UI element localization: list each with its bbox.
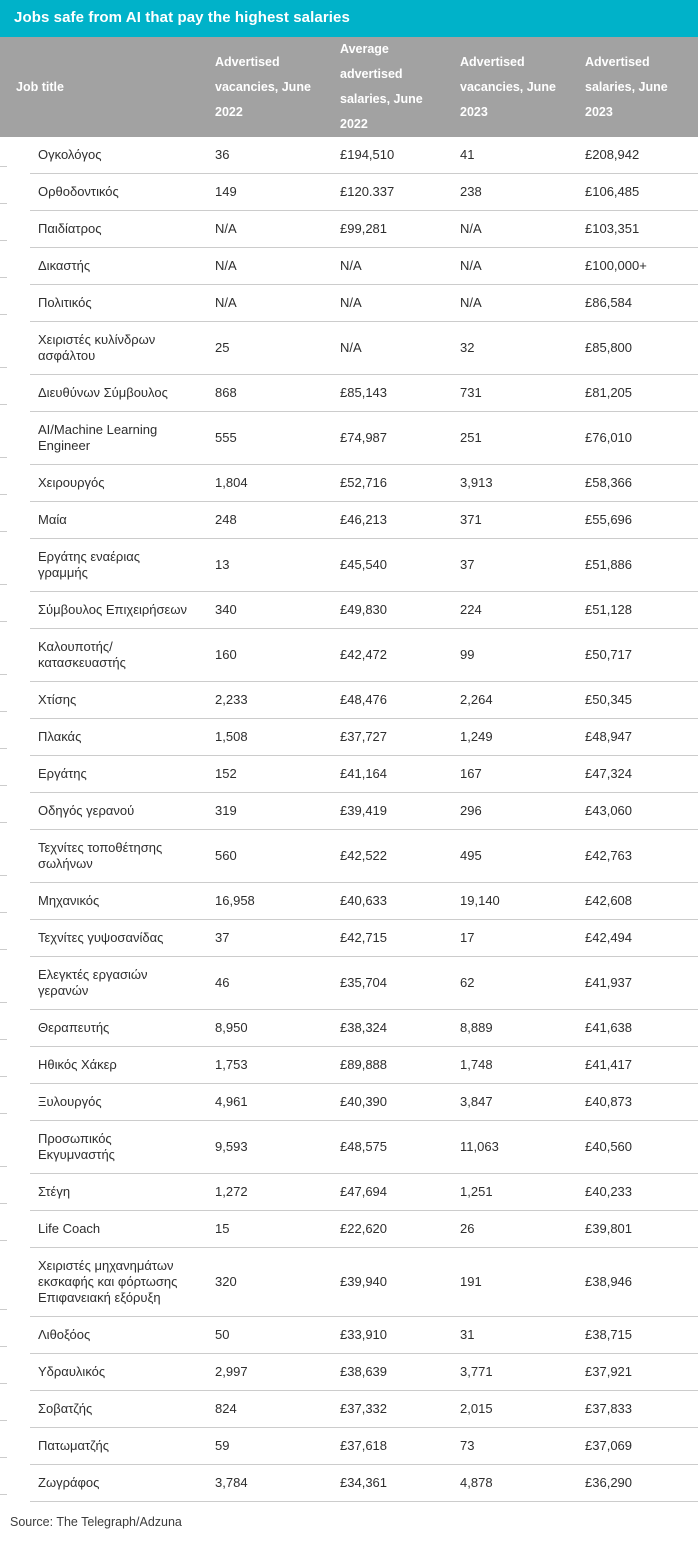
row-gutter	[0, 375, 30, 412]
vacancies-2022-cell: N/A	[200, 285, 325, 322]
job-title-cell: Ξυλουργός	[30, 1084, 200, 1121]
vacancies-2023-cell: 191	[445, 1248, 570, 1317]
table-row	[0, 957, 698, 1010]
salary-2023-cell: £36,290	[570, 1465, 698, 1502]
vacancies-2022-cell: 555	[200, 412, 325, 465]
table-body	[0, 137, 698, 1502]
vacancies-2022-cell: 8,950	[200, 1010, 325, 1047]
row-gutter	[0, 502, 30, 539]
salary-2023-cell: £48,947	[570, 719, 698, 756]
vacancies-2023-cell: 1,249	[445, 719, 570, 756]
job-title-cell: Δικαστής	[30, 248, 200, 285]
salary-2022-cell: £42,522	[325, 830, 445, 883]
table-row	[0, 375, 698, 412]
jobs-table	[0, 37, 698, 1502]
table-row	[0, 322, 698, 375]
salary-2022-cell: £35,704	[325, 957, 445, 1010]
job-title-cell: Πλακάς	[30, 719, 200, 756]
vacancies-2023-cell: 26	[445, 1211, 570, 1248]
salary-2023-cell: £40,560	[570, 1121, 698, 1174]
vacancies-2022-cell: 152	[200, 756, 325, 793]
vacancies-2022-cell: N/A	[200, 211, 325, 248]
vacancies-2023-cell: 19,140	[445, 883, 570, 920]
salary-2023-cell: £41,417	[570, 1047, 698, 1084]
salary-2022-cell: £33,910	[325, 1317, 445, 1354]
chart-title: Jobs safe from AI that pay the highest salaries	[14, 9, 350, 26]
job-title-cell: Life Coach	[30, 1211, 200, 1248]
job-title-cell: Χειρουργός	[30, 465, 200, 502]
vacancies-2023-cell: 11,063	[445, 1121, 570, 1174]
row-gutter	[0, 285, 30, 322]
vacancies-2022-cell: 868	[200, 375, 325, 412]
table-row	[0, 285, 698, 322]
row-gutter	[0, 539, 30, 592]
salary-2022-cell: £120.337	[325, 174, 445, 211]
vacancies-2023-cell: 296	[445, 793, 570, 830]
salary-2022-cell: £41,164	[325, 756, 445, 793]
row-gutter	[0, 830, 30, 883]
col-header-vacancies-2023: Advertised vacancies, June 2023	[445, 37, 570, 137]
col-header-salaries-2022: Average advertised salaries, June 2022	[325, 37, 445, 137]
salary-2023-cell: £43,060	[570, 793, 698, 830]
vacancies-2022-cell: 3,784	[200, 1465, 325, 1502]
table-row	[0, 719, 698, 756]
row-gutter	[0, 211, 30, 248]
vacancies-2023-cell: N/A	[445, 285, 570, 322]
salary-2023-cell: £81,205	[570, 375, 698, 412]
col-header-vacancies-2022: Advertised vacancies, June 2022	[200, 37, 325, 137]
vacancies-2023-cell: 371	[445, 502, 570, 539]
job-title-cell: Ελεγκτές εργασιών γερανών	[30, 957, 200, 1010]
salary-2022-cell: N/A	[325, 248, 445, 285]
vacancies-2022-cell: 50	[200, 1317, 325, 1354]
job-title-cell: Διευθύνων Σύμβουλος	[30, 375, 200, 412]
row-gutter	[0, 1391, 30, 1428]
job-title-cell: Μηχανικός	[30, 883, 200, 920]
vacancies-2022-cell: 37	[200, 920, 325, 957]
source-note: Source: The Telegraph/Adzuna	[0, 1502, 698, 1543]
vacancies-2023-cell: 731	[445, 375, 570, 412]
row-gutter	[0, 1047, 30, 1084]
salary-2023-cell: £50,345	[570, 682, 698, 719]
job-title-cell: Σύμβουλος Επιχειρήσεων	[30, 592, 200, 629]
job-title-cell: Τεχνίτες γυψοσανίδας	[30, 920, 200, 957]
vacancies-2022-cell: 319	[200, 793, 325, 830]
row-gutter	[0, 412, 30, 465]
row-gutter	[0, 465, 30, 502]
vacancies-2023-cell: 251	[445, 412, 570, 465]
row-gutter	[0, 883, 30, 920]
table-row	[0, 1010, 698, 1047]
salary-2022-cell: £74,987	[325, 412, 445, 465]
salary-2023-cell: £40,233	[570, 1174, 698, 1211]
vacancies-2023-cell: 41	[445, 137, 570, 174]
salary-2023-cell: £38,715	[570, 1317, 698, 1354]
row-gutter	[0, 920, 30, 957]
row-gutter	[0, 629, 30, 682]
job-title-cell: Οδηγός γερανού	[30, 793, 200, 830]
table-row	[0, 539, 698, 592]
vacancies-2023-cell: 1,251	[445, 1174, 570, 1211]
vacancies-2022-cell: 16,958	[200, 883, 325, 920]
salary-2023-cell: £85,800	[570, 322, 698, 375]
salary-2023-cell: £86,584	[570, 285, 698, 322]
table-header	[0, 37, 698, 137]
table-row	[0, 1354, 698, 1391]
vacancies-2022-cell: 4,961	[200, 1084, 325, 1121]
vacancies-2023-cell: 31	[445, 1317, 570, 1354]
vacancies-2023-cell: 37	[445, 539, 570, 592]
salary-2023-cell: £41,638	[570, 1010, 698, 1047]
row-gutter	[0, 322, 30, 375]
table-row	[0, 682, 698, 719]
vacancies-2022-cell: 1,272	[200, 1174, 325, 1211]
salary-2022-cell: £46,213	[325, 502, 445, 539]
table-row	[0, 502, 698, 539]
table-row	[0, 1211, 698, 1248]
vacancies-2023-cell: 62	[445, 957, 570, 1010]
table-row	[0, 883, 698, 920]
job-title-cell: Θεραπευτής	[30, 1010, 200, 1047]
salary-2022-cell: £34,361	[325, 1465, 445, 1502]
salary-2022-cell: £89,888	[325, 1047, 445, 1084]
job-title-cell: Σοβατζής	[30, 1391, 200, 1428]
table-row	[0, 920, 698, 957]
row-gutter	[0, 1121, 30, 1174]
salary-2023-cell: £37,833	[570, 1391, 698, 1428]
col-header-salaries-2023: Advertised salaries, June 2023	[570, 37, 698, 137]
table-row	[0, 793, 698, 830]
salary-2023-cell: £47,324	[570, 756, 698, 793]
job-title-cell: Καλουποτής/ κατασκευαστής	[30, 629, 200, 682]
vacancies-2022-cell: 1,753	[200, 1047, 325, 1084]
salary-2022-cell: £39,419	[325, 793, 445, 830]
row-gutter	[0, 174, 30, 211]
vacancies-2022-cell: 560	[200, 830, 325, 883]
table-row	[0, 1084, 698, 1121]
salary-2023-cell: £41,937	[570, 957, 698, 1010]
vacancies-2022-cell: 248	[200, 502, 325, 539]
row-gutter	[0, 682, 30, 719]
salary-2023-cell: £38,946	[570, 1248, 698, 1317]
vacancies-2023-cell: 99	[445, 629, 570, 682]
job-title-cell: Ζωγράφος	[30, 1465, 200, 1502]
vacancies-2023-cell: 8,889	[445, 1010, 570, 1047]
job-title-cell: Εργάτης	[30, 756, 200, 793]
salary-2022-cell: £47,694	[325, 1174, 445, 1211]
vacancies-2023-cell: 167	[445, 756, 570, 793]
salary-2023-cell: £51,886	[570, 539, 698, 592]
salary-2023-cell: £42,763	[570, 830, 698, 883]
table-row	[0, 1317, 698, 1354]
salary-2023-cell: £40,873	[570, 1084, 698, 1121]
salary-2022-cell: £37,332	[325, 1391, 445, 1428]
salary-2023-cell: £39,801	[570, 1211, 698, 1248]
vacancies-2023-cell: 17	[445, 920, 570, 957]
job-title-cell: Χειριστές μηχανημάτων εκσκαφής και φόρτωσης Επιφανειακή εξόρυξη	[30, 1248, 200, 1317]
vacancies-2023-cell: 73	[445, 1428, 570, 1465]
salary-2022-cell: £22,620	[325, 1211, 445, 1248]
job-title-cell: Ορθοδοντικός	[30, 174, 200, 211]
table-row	[0, 1248, 698, 1317]
salary-2023-cell: £103,351	[570, 211, 698, 248]
vacancies-2022-cell: 824	[200, 1391, 325, 1428]
vacancies-2022-cell: 15	[200, 1211, 325, 1248]
salary-2023-cell: £42,494	[570, 920, 698, 957]
salary-2022-cell: £99,281	[325, 211, 445, 248]
table-row	[0, 592, 698, 629]
salary-2022-cell: £40,633	[325, 883, 445, 920]
salary-2023-cell: £106,485	[570, 174, 698, 211]
vacancies-2023-cell: 3,771	[445, 1354, 570, 1391]
table-row	[0, 248, 698, 285]
job-title-cell: Πολιτικός	[30, 285, 200, 322]
job-title-cell: Υδραυλικός	[30, 1354, 200, 1391]
job-title-cell: AI/Machine Learning Engineer	[30, 412, 200, 465]
row-gutter	[0, 1248, 30, 1317]
salary-2023-cell: £55,696	[570, 502, 698, 539]
salary-2023-cell: £51,128	[570, 592, 698, 629]
salary-2022-cell: £49,830	[325, 592, 445, 629]
row-gutter	[0, 793, 30, 830]
vacancies-2023-cell: 32	[445, 322, 570, 375]
row-gutter	[0, 1465, 30, 1502]
row-gutter	[0, 1354, 30, 1391]
row-gutter	[0, 1084, 30, 1121]
job-title-cell: Εργάτης εναέριας γραμμής	[30, 539, 200, 592]
salary-2023-cell: £100,000+	[570, 248, 698, 285]
chart-title-bar	[0, 0, 698, 37]
table-row	[0, 1174, 698, 1211]
table-header-row	[0, 37, 698, 137]
salary-2022-cell: £37,727	[325, 719, 445, 756]
vacancies-2023-cell: 4,878	[445, 1465, 570, 1502]
row-gutter	[0, 1428, 30, 1465]
vacancies-2023-cell: 2,264	[445, 682, 570, 719]
row-gutter	[0, 719, 30, 756]
row-gutter	[0, 1317, 30, 1354]
vacancies-2023-cell: 3,847	[445, 1084, 570, 1121]
job-title-cell: Στέγη	[30, 1174, 200, 1211]
vacancies-2022-cell: 2,997	[200, 1354, 325, 1391]
table-row	[0, 1121, 698, 1174]
row-gutter	[0, 248, 30, 285]
salary-2022-cell: £42,472	[325, 629, 445, 682]
job-title-cell: Μαία	[30, 502, 200, 539]
salary-2023-cell: £42,608	[570, 883, 698, 920]
table-row	[0, 465, 698, 502]
salary-2022-cell: £194,510	[325, 137, 445, 174]
job-title-cell: Προσωπικός Εκγυμναστής	[30, 1121, 200, 1174]
table-row	[0, 137, 698, 174]
salary-2022-cell: £85,143	[325, 375, 445, 412]
vacancies-2022-cell: 13	[200, 539, 325, 592]
salary-2023-cell: £37,921	[570, 1354, 698, 1391]
vacancies-2022-cell: 1,804	[200, 465, 325, 502]
table-row	[0, 756, 698, 793]
table-row	[0, 1428, 698, 1465]
table-row	[0, 830, 698, 883]
vacancies-2022-cell: 149	[200, 174, 325, 211]
salary-2022-cell: £40,390	[325, 1084, 445, 1121]
salary-2023-cell: £208,942	[570, 137, 698, 174]
job-title-cell: Χτίσης	[30, 682, 200, 719]
salary-2022-cell: £48,476	[325, 682, 445, 719]
row-gutter	[0, 1174, 30, 1211]
vacancies-2023-cell: 495	[445, 830, 570, 883]
salary-2023-cell: £50,717	[570, 629, 698, 682]
vacancies-2022-cell: 46	[200, 957, 325, 1010]
table-row	[0, 629, 698, 682]
row-gutter	[0, 1010, 30, 1047]
vacancies-2022-cell: 59	[200, 1428, 325, 1465]
vacancies-2023-cell: 3,913	[445, 465, 570, 502]
job-title-cell: Ογκολόγος	[30, 137, 200, 174]
salary-2022-cell: £38,324	[325, 1010, 445, 1047]
vacancies-2023-cell: N/A	[445, 211, 570, 248]
table-row	[0, 412, 698, 465]
salary-2023-cell: £76,010	[570, 412, 698, 465]
job-title-cell: Λιθοξόος	[30, 1317, 200, 1354]
job-title-cell: Πατωματζής	[30, 1428, 200, 1465]
job-title-cell: Τεχνίτες τοποθέτησης σωλήνων	[30, 830, 200, 883]
table-row	[0, 1391, 698, 1428]
job-title-cell: Ηθικός Χάκερ	[30, 1047, 200, 1084]
salary-2022-cell: £48,575	[325, 1121, 445, 1174]
vacancies-2022-cell: 320	[200, 1248, 325, 1317]
salary-2022-cell: £42,715	[325, 920, 445, 957]
row-gutter	[0, 756, 30, 793]
salary-2023-cell: £37,069	[570, 1428, 698, 1465]
table-row	[0, 211, 698, 248]
salary-2022-cell: N/A	[325, 322, 445, 375]
vacancies-2022-cell: N/A	[200, 248, 325, 285]
salary-2022-cell: £38,639	[325, 1354, 445, 1391]
vacancies-2023-cell: N/A	[445, 248, 570, 285]
salary-2022-cell: £52,716	[325, 465, 445, 502]
job-title-cell: Παιδίατρος	[30, 211, 200, 248]
vacancies-2023-cell: 1,748	[445, 1047, 570, 1084]
row-gutter	[0, 957, 30, 1010]
row-gutter	[0, 137, 30, 174]
vacancies-2023-cell: 238	[445, 174, 570, 211]
vacancies-2022-cell: 25	[200, 322, 325, 375]
vacancies-2023-cell: 224	[445, 592, 570, 629]
job-title-cell: Χειριστές κυλίνδρων ασφάλτου	[30, 322, 200, 375]
table-row	[0, 174, 698, 211]
salary-2023-cell: £58,366	[570, 465, 698, 502]
vacancies-2022-cell: 9,593	[200, 1121, 325, 1174]
row-gutter	[0, 592, 30, 629]
vacancies-2022-cell: 36	[200, 137, 325, 174]
vacancies-2022-cell: 340	[200, 592, 325, 629]
vacancies-2022-cell: 160	[200, 629, 325, 682]
table-row	[0, 1047, 698, 1084]
salary-2022-cell: N/A	[325, 285, 445, 322]
col-header-job-title: Job title	[0, 37, 200, 137]
row-gutter	[0, 1211, 30, 1248]
table-row	[0, 1465, 698, 1502]
vacancies-2023-cell: 2,015	[445, 1391, 570, 1428]
vacancies-2022-cell: 2,233	[200, 682, 325, 719]
salary-2022-cell: £39,940	[325, 1248, 445, 1317]
salary-2022-cell: £37,618	[325, 1428, 445, 1465]
salary-2022-cell: £45,540	[325, 539, 445, 592]
vacancies-2022-cell: 1,508	[200, 719, 325, 756]
